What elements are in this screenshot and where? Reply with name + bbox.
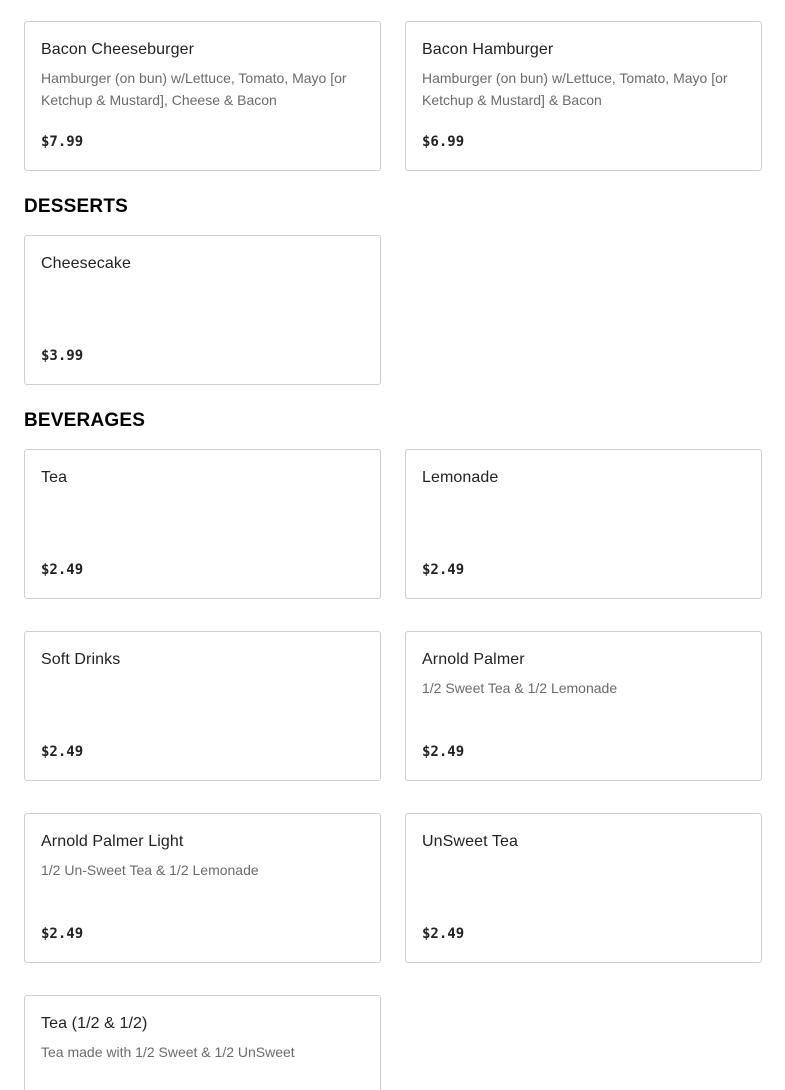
item-description: 1/2 Sweet Tea & 1/2 Lemonade (422, 680, 618, 696)
item-name: Arnold Palmer Light (41, 833, 184, 850)
item-price: $6.99 (422, 134, 465, 150)
item-name: Bacon Hamburger (422, 41, 554, 58)
section-title-desserts: DESSERTS (24, 196, 129, 217)
item-description: Hamburger (on bun) w/Lettuce, Tomato, Mayo [or Ketchup & Mustard], Cheese & Bacon (41, 70, 347, 108)
menu-item-card[interactable] (24, 449, 381, 599)
item-price: $2.49 (41, 926, 84, 942)
item-name: Tea (41, 469, 68, 486)
item-description: Hamburger (on bun) w/Lettuce, Tomato, Mayo [or Ketchup & Mustard] & Bacon (422, 70, 728, 108)
menu-item-card[interactable] (24, 21, 381, 171)
item-name: Cheesecake (41, 255, 131, 272)
item-price: $3.99 (41, 348, 84, 364)
item-price: $2.49 (422, 926, 465, 942)
item-price: $7.99 (41, 134, 84, 150)
menu-item-card[interactable] (24, 995, 381, 1090)
item-description: 1/2 Un-Sweet Tea & 1/2 Lemonade (41, 862, 259, 878)
item-price: $2.49 (422, 562, 465, 578)
item-name: Tea (1/2 & 1/2) (41, 1015, 148, 1032)
item-name: Bacon Cheeseburger (41, 41, 195, 58)
item-price: $2.49 (41, 744, 84, 760)
menu-item-card[interactable] (405, 21, 762, 171)
menu-item-card[interactable] (405, 631, 762, 781)
menu-item-card[interactable] (24, 235, 381, 385)
menu-item-card[interactable] (24, 631, 381, 781)
menu-item-card[interactable] (24, 813, 381, 963)
menu-item-card[interactable] (405, 449, 762, 599)
item-description: Tea made with 1/2 Sweet & 1/2 UnSweet (41, 1044, 295, 1060)
item-name: Arnold Palmer (422, 651, 525, 668)
section-title-beverages: BEVERAGES (24, 410, 146, 431)
item-name: UnSweet Tea (422, 833, 518, 850)
item-price: $2.49 (41, 562, 84, 578)
item-name: Lemonade (422, 469, 499, 486)
item-name: Soft Drinks (41, 651, 121, 668)
menu-item-card[interactable] (405, 813, 762, 963)
item-price: $2.49 (422, 744, 465, 760)
